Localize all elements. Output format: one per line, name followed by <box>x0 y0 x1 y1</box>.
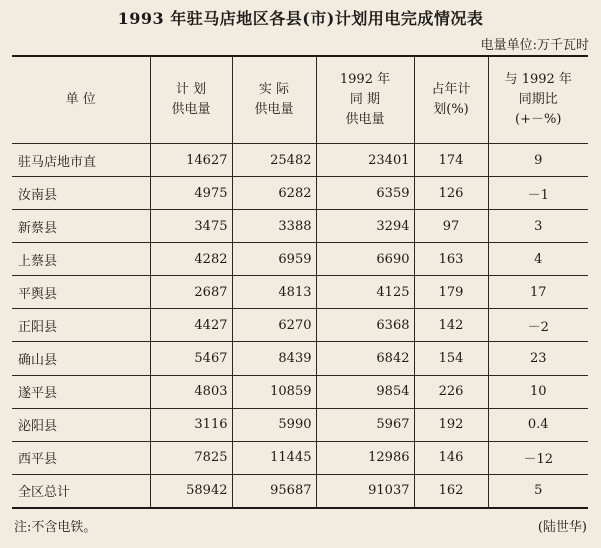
cell-prev-year: 9854 <box>316 375 414 408</box>
cell-unit-name: 遂平县 <box>12 375 150 408</box>
footnote: 注:不含电铁。 <box>14 520 97 535</box>
cell-plan-percent: 163 <box>414 243 488 276</box>
table-title: 1993 年驻马店地区各县(市)计划用电完成情况表 <box>117 9 484 28</box>
header-prev-year: 1992 年 同 期 供电量 <box>316 56 414 144</box>
cell-actual: 6270 <box>232 309 316 342</box>
cell-plan-percent: 142 <box>414 309 488 342</box>
cell-prev-year: 6842 <box>316 342 414 375</box>
cell-plan: 4975 <box>150 177 232 210</box>
cell-actual: 25482 <box>232 144 316 177</box>
cell-plan: 3475 <box>150 210 232 243</box>
cell-unit-name: 正阳县 <box>12 309 150 342</box>
cell-yoy-change: 3 <box>488 210 588 243</box>
cell-actual: 10859 <box>232 375 316 408</box>
cell-plan-percent: 146 <box>414 441 488 474</box>
table-row <box>12 177 588 210</box>
cell-yoy-change: 10 <box>488 375 588 408</box>
cell-yoy-change: －2 <box>488 309 588 342</box>
cell-prev-year: 6368 <box>316 309 414 342</box>
cell-plan-percent: 97 <box>414 210 488 243</box>
cell-plan: 4427 <box>150 309 232 342</box>
cell-actual: 6282 <box>232 177 316 210</box>
cell-prev-year: 12986 <box>316 441 414 474</box>
header-plan: 计 划 供电量 <box>150 56 232 144</box>
cell-prev-year: 91037 <box>316 474 414 508</box>
cell-actual: 5990 <box>232 408 316 441</box>
cell-yoy-change: 4 <box>488 243 588 276</box>
cell-plan: 2687 <box>150 276 232 309</box>
cell-unit-name: 泌阳县 <box>12 408 150 441</box>
cell-actual: 3388 <box>232 210 316 243</box>
cell-plan: 5467 <box>150 342 232 375</box>
cell-plan-percent: 126 <box>414 177 488 210</box>
header-unit: 单 位 <box>12 56 150 144</box>
cell-plan: 4282 <box>150 243 232 276</box>
cell-yoy-change: －1 <box>488 177 588 210</box>
cell-yoy-change: 5 <box>488 474 588 508</box>
cell-yoy-change: 9 <box>488 144 588 177</box>
cell-yoy-change: 0.4 <box>488 408 588 441</box>
header-actual: 实 际 供电量 <box>232 56 316 144</box>
cell-unit-name: 上蔡县 <box>12 243 150 276</box>
table-row <box>12 375 588 408</box>
cell-actual: 6959 <box>232 243 316 276</box>
cell-plan-percent: 226 <box>414 375 488 408</box>
cell-plan: 7825 <box>150 441 232 474</box>
table-row <box>12 210 588 243</box>
power-supply-table <box>12 55 588 509</box>
cell-yoy-change: 23 <box>488 342 588 375</box>
table-row <box>12 474 588 508</box>
cell-yoy-change: 17 <box>488 276 588 309</box>
table-row <box>12 408 588 441</box>
cell-prev-year: 23401 <box>316 144 414 177</box>
cell-prev-year: 5967 <box>316 408 414 441</box>
header-row <box>12 56 588 144</box>
cell-plan: 3116 <box>150 408 232 441</box>
table-row <box>12 441 588 474</box>
cell-prev-year: 3294 <box>316 210 414 243</box>
cell-plan-percent: 174 <box>414 144 488 177</box>
cell-unit-name: 西平县 <box>12 441 150 474</box>
cell-plan-percent: 192 <box>414 408 488 441</box>
table-row <box>12 276 588 309</box>
cell-actual: 8439 <box>232 342 316 375</box>
table-row <box>12 342 588 375</box>
cell-actual: 95687 <box>232 474 316 508</box>
cell-unit-name: 汝南县 <box>12 177 150 210</box>
cell-prev-year: 4125 <box>316 276 414 309</box>
cell-plan-percent: 154 <box>414 342 488 375</box>
cell-plan-percent: 162 <box>414 474 488 508</box>
cell-unit-name: 新蔡县 <box>12 210 150 243</box>
table-row <box>12 309 588 342</box>
cell-unit-name: 驻马店地市直 <box>12 144 150 177</box>
cell-actual: 11445 <box>232 441 316 474</box>
cell-plan: 58942 <box>150 474 232 508</box>
table-row <box>12 144 588 177</box>
cell-unit-name: 全区总计 <box>12 474 150 508</box>
cell-plan: 4803 <box>150 375 232 408</box>
header-yoy-change: 与 1992 年 同期比 (+－%) <box>488 56 588 144</box>
cell-unit-name: 平舆县 <box>12 276 150 309</box>
table-row <box>12 243 588 276</box>
cell-actual: 4813 <box>232 276 316 309</box>
cell-plan: 14627 <box>150 144 232 177</box>
cell-prev-year: 6690 <box>316 243 414 276</box>
cell-yoy-change: －12 <box>488 441 588 474</box>
header-plan-percent: 占年计 划(%) <box>414 56 488 144</box>
cell-unit-name: 确山县 <box>12 342 150 375</box>
author: (陆世华) <box>537 520 587 535</box>
cell-prev-year: 6359 <box>316 177 414 210</box>
unit-label: 电量单位:万千瓦时 <box>480 38 589 53</box>
cell-plan-percent: 179 <box>414 276 488 309</box>
